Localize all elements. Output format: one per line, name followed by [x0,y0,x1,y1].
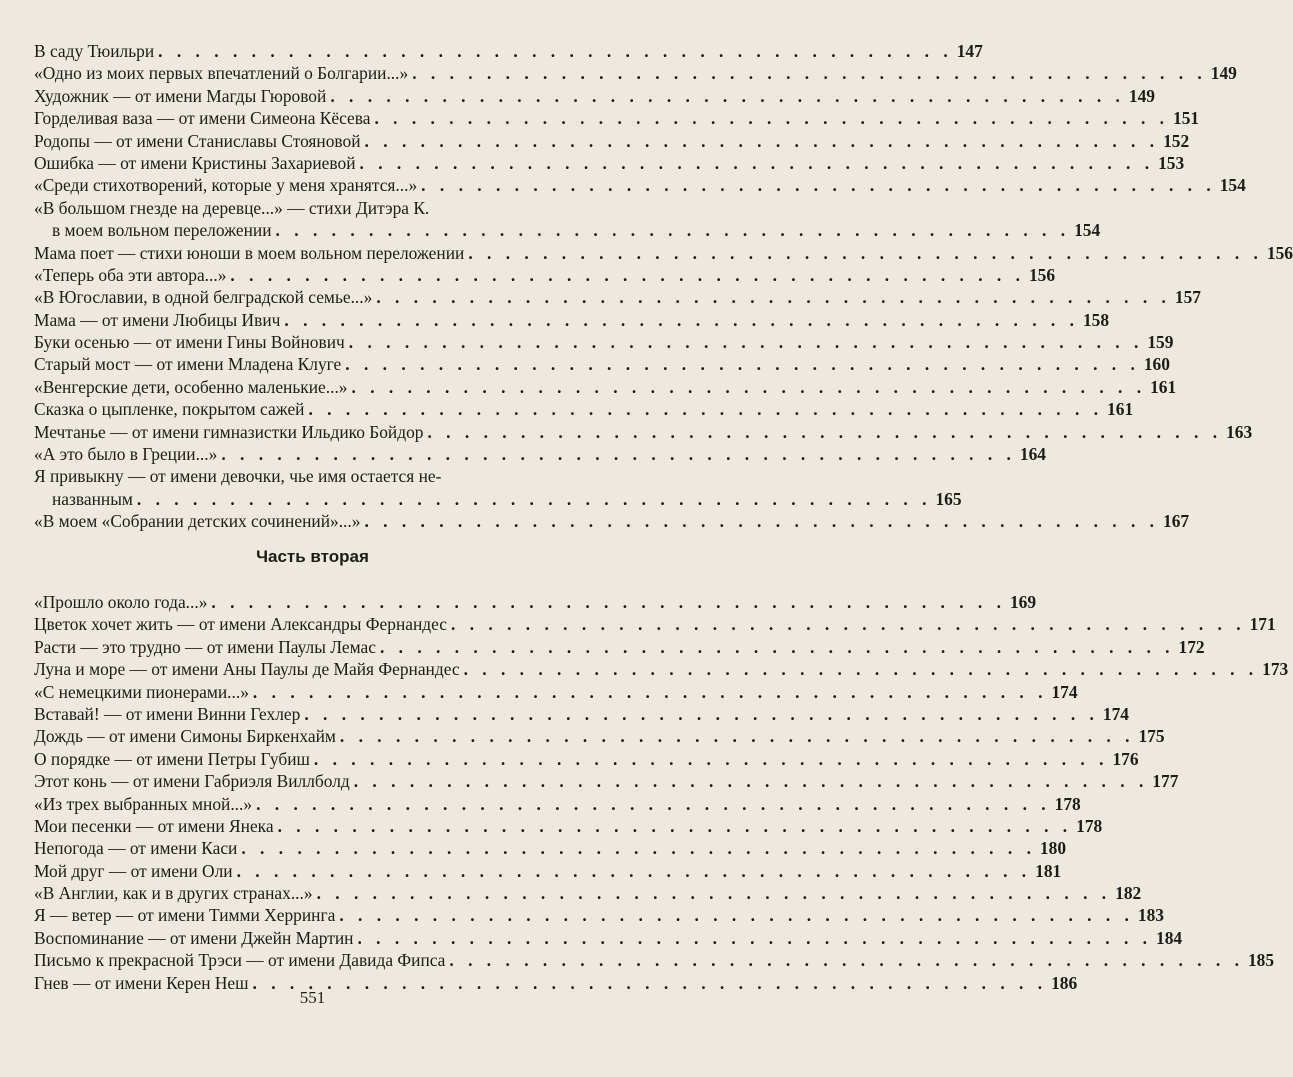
toc-entry-title: Художник — от имени Магды Гюровой [34,85,327,106]
toc-entry-page: 149 [1128,85,1155,106]
toc-entry-title: Ошибка — от имени Кристины Захариевой [34,152,356,173]
toc-entry-page: 176 [1112,748,1139,769]
toc-entry-page: 163 [1226,421,1253,442]
toc-entry-page: 147 [956,41,983,61]
toc-entry-page: 173 [1262,659,1289,680]
toc-entry-page: 180 [1039,838,1067,859]
dot-leader [284,309,1079,331]
toc-entry-page: 157 [1174,287,1201,308]
toc-entry-title: в моем вольном переложении [52,220,272,241]
page-number: 551 [299,988,326,1007]
toc-entry [34,398,1134,420]
toc-entry-title: «В Англии, как и в других странах...» [34,883,313,904]
toc-entry-title: «Из трех выбранных мной...» [34,793,253,814]
toc-entry-title: «В Югославии, в одной белградской семье...» [34,287,373,308]
dot-leader [221,443,1016,465]
toc-entry-title: «Теперь оба эти автора...» [34,264,227,285]
dot-leader [374,107,1169,129]
toc-entry-title: «Прошло около года...» [34,592,208,612]
toc-entry-page: 161 [1107,399,1134,420]
toc-entry-page: 181 [1035,860,1062,881]
toc-entry-page: 171 [1249,614,1276,635]
dot-leader [230,264,1025,286]
toc-part-two [34,591,1289,994]
toc-entry [34,703,1129,725]
toc-entry [34,591,1037,613]
toc-entry-title: Горделивая ваза — от имени Симеона Кёсева [34,108,371,129]
toc-entry-page: 184 [1156,927,1183,948]
dot-leader [278,815,1073,837]
toc-entry-title: «Венгерские дети, особенно маленькие...» [34,376,348,397]
toc-entry [34,130,1190,152]
dot-leader [241,837,1036,859]
toc-entry-page: 178 [1054,793,1081,814]
toc-entry-page: 153 [1158,152,1185,173]
toc-entry-title: Письмо к прекрасной Трэси — от имени Давида Фипса [34,950,446,971]
toc-entry-page: 186 [1051,972,1078,993]
toc-entry-title: Мечтанье — от имени гимназистки Ильдико Бойдор [34,421,424,442]
dot-leader [330,85,1125,107]
toc-entry-page: 160 [1143,354,1170,375]
toc-entry [34,725,1165,747]
toc-entry-page: 161 [1150,376,1177,397]
dot-leader [345,353,1140,375]
dot-leader [339,904,1134,926]
toc-entry-title: «Одно из моих первых впечатлений о Болгарии...» [34,63,409,84]
toc-entry [34,331,1174,353]
toc-entry-title: Вставай! — от имени Винни Гехлер [34,703,301,724]
toc-entry-title: «В большом гнезде на деревце...» — стихи Дитэра К. [34,197,430,218]
toc-entry [34,510,1190,532]
toc-entry-page: 156 [1028,264,1056,285]
toc-entry-title: названным [52,488,133,509]
dot-leader [349,331,1144,353]
toc-entry [34,286,1201,308]
toc-entry [34,837,1067,859]
toc-entry-page: 165 [935,488,962,509]
toc-entry-page: 152 [1163,130,1190,151]
toc-entry [34,488,962,510]
dot-leader [340,725,1135,747]
toc-entry [34,815,1103,837]
toc-entry [34,793,1081,815]
toc-entry-title: В саду Тюильри [34,41,155,61]
toc-entry [34,681,1078,703]
dot-leader [427,421,1222,443]
toc-entry-page: 177 [1152,771,1179,792]
dot-leader [468,242,1263,264]
toc-entry-title: «С немецкими пионерами...» [34,681,249,702]
dot-leader [449,949,1244,971]
dot-leader [317,882,1112,904]
toc-entry-page: 154 [1074,220,1101,241]
toc-entry-title: «А это было в Греции...» [34,444,218,465]
dot-leader [158,40,953,62]
toc-entry [34,85,1155,107]
toc-entry-title: О порядке — от имени Петры Губиш [34,748,310,769]
toc-entry-page: 175 [1138,726,1165,747]
toc-entry [34,748,1139,770]
toc-entry [34,174,1246,196]
toc-entry [34,465,546,487]
dot-leader [421,174,1216,196]
toc-entry-title: Мама — от имени Любицы Ивич [34,309,281,330]
toc-entry-page: 158 [1082,309,1110,330]
toc-entry [34,376,1177,398]
toc-entry-title: Я — ветер — от имени Тимми Херринга [34,905,336,926]
dot-leader [380,636,1175,658]
toc-entry-page: 167 [1163,511,1190,532]
toc-entry-page: 149 [1210,63,1237,84]
toc-entry [34,658,1289,680]
toc-entry-title: Мой друг — от имени Оли [34,860,233,881]
toc-entry [34,152,1185,174]
toc-entry-page: 151 [1173,108,1200,129]
toc-entry [34,904,1164,926]
toc-entry-page: 159 [1147,332,1174,353]
toc-entry [34,927,1183,949]
toc-entry-title: «Среди стихотворений, которые у меня хранятся...» [34,175,418,196]
toc-entry [34,882,1142,904]
toc-part-one [34,40,1293,533]
dot-leader [237,860,1032,882]
toc-entry [34,421,1253,443]
toc-entry [34,353,1170,375]
dot-leader [304,703,1099,725]
dot-leader [314,748,1109,770]
toc-entry [34,197,546,219]
toc-entry-title: Расти — это трудно — от имени Паулы Лемас [34,636,376,657]
dot-leader [451,613,1246,635]
toc-entry-title: Старый мост — от имени Младена Клуге [34,354,342,375]
toc-entry-page: 174 [1102,703,1129,724]
toc-entry-page: 156 [1266,242,1293,263]
toc-entry [34,242,1293,264]
toc-entry-page: 154 [1219,175,1246,196]
toc-entry [34,860,1062,882]
toc-entry-title: Этот конь — от имени Габриэля Виллболд [34,771,350,792]
toc-entry-page: 164 [1019,444,1046,465]
toc-entry-title: Воспоминание — от имени Джейн Мартин [34,927,354,948]
toc-entry-title: Гнев — от имени Керен Неш [34,972,249,993]
toc-entry-page: 178 [1076,815,1103,836]
toc-entry [34,40,983,62]
toc-entry-title: «В моем «Собрании детских сочинений»...» [34,511,361,532]
dot-leader [308,398,1103,420]
toc-entry-title: Дождь — от имени Симоны Биркенхайм [34,726,336,747]
toc-entry-page: 183 [1137,905,1164,926]
toc-entry [34,219,1101,241]
toc-entry [34,613,1276,635]
toc-entry-title: Родопы — от имени Станиславы Стояновой [34,130,361,151]
toc-entry [34,62,1237,84]
part-two-heading: Часть вторая [256,547,369,566]
toc-entry-title: Сказка о цыпленке, покрытом сажей [34,399,305,420]
dot-leader [360,152,1155,174]
dot-leader [211,591,1006,613]
dot-leader [137,488,932,510]
toc-entry-page: 182 [1115,883,1142,904]
toc-entry-title: Я привыкну — от имени девочки, чье имя остается не- [34,466,442,487]
toc-entry [34,949,1275,971]
toc-entry-page: 185 [1247,950,1275,971]
toc-entry-title: Мои песенки — от имени Янека [34,815,274,836]
toc-entry [34,309,1110,331]
toc-entry-page: 172 [1178,636,1205,657]
toc-entry [34,770,1179,792]
toc-entry-title: Мама поет — стихи юноши в моем вольном переложении [34,242,465,263]
toc-entry [34,264,1056,286]
dot-leader [376,286,1171,308]
toc-entry [34,443,1046,465]
toc-entry-title: Цветок хочет жить — от имени Александры Фернандес [34,614,447,635]
dot-leader [357,927,1152,949]
dot-leader [352,376,1147,398]
toc-entry-title: Непогода — от имени Каси [34,838,238,859]
toc-entry [34,107,1200,129]
dot-leader [276,219,1071,241]
dot-leader [365,130,1160,152]
toc-entry-title: Луна и море — от имени Аны Паулы де Майя Фернандес [34,659,460,680]
dot-leader [256,793,1051,815]
dot-leader [364,510,1159,532]
dot-leader [464,658,1259,680]
toc-entry-page: 169 [1009,592,1037,612]
toc-entry-page: 174 [1051,681,1078,702]
dot-leader [253,681,1048,703]
dot-leader [412,62,1207,84]
toc-entry [34,636,1205,658]
toc-entry-title: Буки осенью — от имени Гины Войнович [34,332,345,353]
dot-leader [354,770,1149,792]
